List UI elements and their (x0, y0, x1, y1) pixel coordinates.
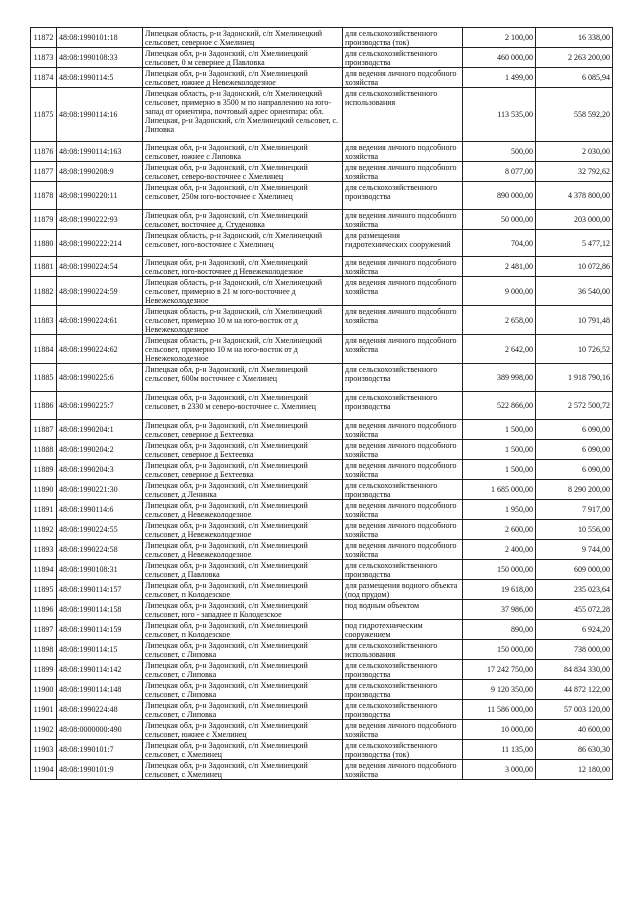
cell-area: 460 000,00 (463, 48, 536, 68)
cell-area: 10 000,00 (463, 720, 536, 740)
cell-addr: Липецкая обл, р-н Задонский, с/п Хмелинецкий сельсовет, восточнее д. Студеновка (143, 210, 343, 230)
cell-num: 11886 (31, 392, 57, 420)
cell-use: для сельскохозяйственного производства (343, 680, 463, 700)
cell-num: 11875 (31, 88, 57, 142)
cell-cad: 48:08:0000000:490 (57, 720, 143, 740)
cell-num: 11895 (31, 580, 57, 600)
cell-cad: 48:08:1990108:31 (57, 560, 143, 580)
cell-use: для сельскохозяйственного производства (343, 700, 463, 720)
cell-addr: Липецкая обл, р-н Задонский, с/п Хмелинецкий сельсовет, с Липовка (143, 660, 343, 680)
cell-area: 9 120 350,00 (463, 680, 536, 700)
cell-num: 11898 (31, 640, 57, 660)
cell-use: для ведения личного подсобного хозяйства (343, 500, 463, 520)
cell-area: 890 000,00 (463, 182, 536, 210)
table-row (31, 640, 613, 660)
cell-area: 2 658,00 (463, 306, 536, 335)
cell-use: для ведения личного подсобного хозяйства (343, 142, 463, 162)
cell-addr: Липецкая обл, р-н Задонский, с/п Хмелинецкий сельсовет, южнее д Невежеколодезное (143, 68, 343, 88)
cell-addr: Липецкая область, р-н Задонский, с/п Хмелинецкий сельсовет, примерно 10 м на юго-восток от д Невежеколодезное (143, 306, 343, 335)
table-row (31, 364, 613, 392)
cell-use: для ведения личного подсобного хозяйства (343, 760, 463, 780)
cell-cost: 203 000,00 (536, 210, 613, 230)
cell-area: 1 685 000,00 (463, 480, 536, 500)
cell-cost: 44 872 122,00 (536, 680, 613, 700)
cell-num: 11899 (31, 660, 57, 680)
cell-cost: 6 090,00 (536, 420, 613, 440)
cell-addr: Липецкая обл, р-н Задонский, с/п Хмелинецкий сельсовет, северное д Бехтеевка (143, 460, 343, 480)
cell-cad: 48:08:1990114:157 (57, 580, 143, 600)
table-row (31, 760, 613, 780)
cell-cad: 48:08:1990220:11 (57, 182, 143, 210)
cell-area: 37 986,00 (463, 600, 536, 620)
table-row (31, 500, 613, 520)
table-row (31, 420, 613, 440)
cell-area: 11 135,00 (463, 740, 536, 760)
cell-num: 11882 (31, 277, 57, 306)
cell-use: для ведения личного подсобного хозяйства (343, 306, 463, 335)
cell-area: 500,00 (463, 142, 536, 162)
cell-cad: 48:08:1990114:159 (57, 620, 143, 640)
table-row (31, 306, 613, 335)
cell-cad: 48:08:1990208:9 (57, 162, 143, 182)
cell-cost: 86 630,30 (536, 740, 613, 760)
cell-addr: Липецкая обл, р-н Задонский, с/п Хмелинецкий сельсовет, южнее с Липовка (143, 142, 343, 162)
cell-cad: 48:08:1990114:142 (57, 660, 143, 680)
cell-addr: Липецкая обл, р-н Задонский, с/п Хмелинецкий сельсовет, юго-восточнее д Невежеколодезное (143, 257, 343, 277)
cell-num: 11874 (31, 68, 57, 88)
cell-cad: 48:08:1990204:1 (57, 420, 143, 440)
cell-cost: 7 917,00 (536, 500, 613, 520)
cell-addr: Липецкая обл, р-н Задонский, с/п Хмелинецкий сельсовет, 0 м севернее д Павловка (143, 48, 343, 68)
table-row (31, 210, 613, 230)
table-row (31, 660, 613, 680)
cell-addr: Липецкая обл, р-н Задонский, с/п Хмелинецкий сельсовет, п Колодезское (143, 580, 343, 600)
table-row (31, 460, 613, 480)
cell-cost: 455 072,28 (536, 600, 613, 620)
cell-cad: 48:08:1990204:2 (57, 440, 143, 460)
cell-cost: 12 180,00 (536, 760, 613, 780)
cell-use: для ведения личного подсобного хозяйства (343, 720, 463, 740)
cell-area: 1 500,00 (463, 440, 536, 460)
cell-num: 11892 (31, 520, 57, 540)
cell-num: 11883 (31, 306, 57, 335)
cell-num: 11885 (31, 364, 57, 392)
land-plots-table (30, 27, 613, 780)
cell-cost: 10 072,86 (536, 257, 613, 277)
cell-cost: 6 090,00 (536, 460, 613, 480)
cell-cad: 48:08:1990108:33 (57, 48, 143, 68)
table-row (31, 392, 613, 420)
cell-area: 11 586 000,00 (463, 700, 536, 720)
cell-num: 11881 (31, 257, 57, 277)
table-row (31, 48, 613, 68)
cell-cad: 48:08:1990101:7 (57, 740, 143, 760)
cell-area: 2 600,00 (463, 520, 536, 540)
cell-use: для сельскохозяйственного использования (343, 88, 463, 142)
cell-use: для сельскохозяйственного использования (343, 640, 463, 660)
table-row (31, 740, 613, 760)
cell-cost: 9 744,00 (536, 540, 613, 560)
cell-area: 9 000,00 (463, 277, 536, 306)
table-row (31, 600, 613, 620)
cell-use: для ведения личного подсобного хозяйства (343, 162, 463, 182)
table-row (31, 230, 613, 257)
table-row (31, 28, 613, 48)
cell-use: для ведения личного подсобного хозяйства (343, 520, 463, 540)
table-row (31, 520, 613, 540)
cell-area: 2 481,00 (463, 257, 536, 277)
cell-num: 11896 (31, 600, 57, 620)
cell-cost: 10 791,48 (536, 306, 613, 335)
cell-cad: 48:08:1990221:30 (57, 480, 143, 500)
cell-area: 1 500,00 (463, 420, 536, 440)
cell-num: 11873 (31, 48, 57, 68)
cell-addr: Липецкая обл, р-н Задонский, с/п Хмелинецкий сельсовет, д Невежеколодезное (143, 520, 343, 540)
cell-use: для ведения личного подсобного хозяйства (343, 420, 463, 440)
cell-addr: Липецкая обл, р-н Задонский, с/п Хмелинецкий сельсовет, 600м восточнее с Хмелинец (143, 364, 343, 392)
cell-use: для ведения личного подсобного хозяйства (343, 540, 463, 560)
cell-use: для сельскохозяйственного производства (ток) (343, 28, 463, 48)
cell-cad: 48:08:1990114:6 (57, 500, 143, 520)
cell-use: для сельскохозяйственного производства (343, 392, 463, 420)
cell-use: для ведения личного подсобного хозяйства (343, 257, 463, 277)
cell-cost: 2 572 500,72 (536, 392, 613, 420)
cell-use: для сельскохозяйственного производства (343, 660, 463, 680)
table-row (31, 257, 613, 277)
table-row (31, 88, 613, 142)
cell-cost: 6 090,00 (536, 440, 613, 460)
cell-cost: 84 834 330,00 (536, 660, 613, 680)
document-page (30, 27, 612, 780)
table-row (31, 680, 613, 700)
cell-cost: 2 263 200,00 (536, 48, 613, 68)
cell-cad: 48:08:1990222:214 (57, 230, 143, 257)
table-row (31, 162, 613, 182)
cell-use: для сельскохозяйственного производства (343, 182, 463, 210)
table-body (31, 28, 613, 780)
cell-cad: 48:08:1990224:61 (57, 306, 143, 335)
cell-use: для ведения личного подсобного хозяйства (343, 460, 463, 480)
cell-area: 150 000,00 (463, 560, 536, 580)
cell-use: под гидротехническим сооружением (343, 620, 463, 640)
cell-area: 1 950,00 (463, 500, 536, 520)
cell-addr: Липецкая обл, р-н Задонский, с/п Хмелинецкий сельсовет, д Павловка (143, 560, 343, 580)
cell-addr: Липецкая обл, р-н Задонский, с/п Хмелинецкий сельсовет, северное д Бехтеевка (143, 440, 343, 460)
cell-cost: 558 592,20 (536, 88, 613, 142)
cell-cost: 32 792,62 (536, 162, 613, 182)
table-row (31, 277, 613, 306)
cell-num: 11897 (31, 620, 57, 640)
cell-area: 1 499,00 (463, 68, 536, 88)
cell-addr: Липецкая обл, р-н Задонский, с/п Хмелинецкий сельсовет, юго - западнее п Колодезское (143, 600, 343, 620)
cell-use: для ведения личного подсобного хозяйства (343, 277, 463, 306)
cell-addr: Липецкая обл, р-н Задонский, с/п Хмелинецкий сельсовет, северо-восточнее с Хмелинец (143, 162, 343, 182)
cell-use: для ведения личного подсобного хозяйства (343, 210, 463, 230)
cell-cad: 48:08:1990225:7 (57, 392, 143, 420)
table-row (31, 580, 613, 600)
cell-cad: 48:08:1990114:163 (57, 142, 143, 162)
table-row (31, 700, 613, 720)
table-row (31, 620, 613, 640)
cell-num: 11887 (31, 420, 57, 440)
cell-area: 2 400,00 (463, 540, 536, 560)
cell-num: 11880 (31, 230, 57, 257)
cell-cost: 36 540,00 (536, 277, 613, 306)
cell-area: 704,00 (463, 230, 536, 257)
cell-cad: 48:08:1990101:9 (57, 760, 143, 780)
cell-cost: 16 338,00 (536, 28, 613, 48)
cell-addr: Липецкая область, р-н Задонский, с/п Хмелинецкий сельсовет, примерно в 3500 м по направлению на юго-запад от ориентира, почтовый адрес ориентира: обл. Липецкая, р-н Задонский, с/п Хмелинецкий сельсовет, с. Липовка (143, 88, 343, 142)
table-row (31, 182, 613, 210)
cell-num: 11889 (31, 460, 57, 480)
cell-cost: 57 003 120,00 (536, 700, 613, 720)
cell-area: 19 618,00 (463, 580, 536, 600)
cell-area: 3 000,00 (463, 760, 536, 780)
cell-area: 113 535,00 (463, 88, 536, 142)
cell-num: 11901 (31, 700, 57, 720)
cell-area: 2 642,00 (463, 335, 536, 364)
cell-cost: 1 918 790,16 (536, 364, 613, 392)
cell-addr: Липецкая обл, р-н Задонский, с/п Хмелинецкий сельсовет, с Липовка (143, 680, 343, 700)
cell-cost: 6 924,20 (536, 620, 613, 640)
table-row (31, 440, 613, 460)
cell-cost: 609 000,00 (536, 560, 613, 580)
cell-area: 150 000,00 (463, 640, 536, 660)
cell-area: 50 000,00 (463, 210, 536, 230)
cell-num: 11877 (31, 162, 57, 182)
cell-area: 8 077,00 (463, 162, 536, 182)
cell-use: для сельскохозяйственного производства (343, 48, 463, 68)
cell-num: 11904 (31, 760, 57, 780)
cell-num: 11903 (31, 740, 57, 760)
cell-use: для сельскохозяйственного производства (343, 560, 463, 580)
cell-cost: 40 600,00 (536, 720, 613, 740)
cell-cad: 48:08:1990224:55 (57, 520, 143, 540)
cell-area: 890,00 (463, 620, 536, 640)
cell-cad: 48:08:1990114:148 (57, 680, 143, 700)
cell-cad: 48:08:1990204:3 (57, 460, 143, 480)
cell-addr: Липецкая обл, р-н Задонский, с/п Хмелинецкий сельсовет, с Хмелинец (143, 740, 343, 760)
cell-num: 11894 (31, 560, 57, 580)
cell-cad: 48:08:1990224:58 (57, 540, 143, 560)
table-row (31, 480, 613, 500)
cell-use: для ведения личного подсобного хозяйства (343, 335, 463, 364)
cell-addr: Липецкая область, р-н Задонский, с/п Хмелинецкий сельсовет, северное с Хмелинец (143, 28, 343, 48)
cell-cad: 48:08:1990114:158 (57, 600, 143, 620)
cell-cad: 48:08:1990224:59 (57, 277, 143, 306)
cell-addr: Липецкая обл, р-н Задонский, с/п Хмелинецкий сельсовет, с Липовка (143, 700, 343, 720)
cell-addr: Липецкая обл, р-н Задонский, с/п Хмелинецкий сельсовет, п Колодезское (143, 620, 343, 640)
cell-cost: 235 023,64 (536, 580, 613, 600)
cell-addr: Липецкая обл, р-н Задонский, с/п Хмелинецкий сельсовет, в 2330 м северо-восточнее с. Хмелинец (143, 392, 343, 420)
cell-cad: 48:08:1990225:6 (57, 364, 143, 392)
cell-num: 11888 (31, 440, 57, 460)
cell-addr: Липецкая область, р-н Задонский, с/п Хмелинецкий сельсовет, примерно в 21 м юго-восточнее д Невежеколодезное (143, 277, 343, 306)
cell-addr: Липецкая обл, р-н Задонский, с/п Хмелинецкий сельсовет, южнее с Хмелинец (143, 720, 343, 740)
cell-addr: Липецкая обл, р-н Задонский, с/п Хмелинецкий сельсовет, д Невежеколодезное (143, 540, 343, 560)
cell-addr: Липецкая обл, р-н Задонский, с/п Хмелинецкий сельсовет, 250м юго-восточнее с Хмелинец (143, 182, 343, 210)
cell-addr: Липецкая обл, р-н Задонский, с/п Хмелинецкий сельсовет, северное д Бехтеевка (143, 420, 343, 440)
cell-cad: 48:08:1990224:54 (57, 257, 143, 277)
cell-num: 11872 (31, 28, 57, 48)
cell-num: 11884 (31, 335, 57, 364)
cell-cost: 10 556,00 (536, 520, 613, 540)
cell-cad: 48:08:1990224:48 (57, 700, 143, 720)
cell-cad: 48:08:1990224:62 (57, 335, 143, 364)
cell-cad: 48:08:1990114:16 (57, 88, 143, 142)
table-row (31, 335, 613, 364)
table-row (31, 560, 613, 580)
cell-use: для ведения личного подсобного хозяйства (343, 440, 463, 460)
cell-use: для сельскохозяйственного производства (ток) (343, 740, 463, 760)
cell-num: 11878 (31, 182, 57, 210)
cell-num: 11890 (31, 480, 57, 500)
cell-use: для размещения водного объекта (под прудом) (343, 580, 463, 600)
cell-num: 11879 (31, 210, 57, 230)
cell-cost: 10 726,52 (536, 335, 613, 364)
cell-addr: Липецкая обл, р-н Задонский, с/п Хмелинецкий сельсовет, с Липовка (143, 640, 343, 660)
cell-num: 11893 (31, 540, 57, 560)
cell-addr: Липецкая обл, р-н Задонский, с/п Хмелинецкий сельсовет, д Невежеколодезное (143, 500, 343, 520)
table-row (31, 720, 613, 740)
cell-num: 11891 (31, 500, 57, 520)
cell-cost: 8 290 200,00 (536, 480, 613, 500)
cell-cost: 4 378 800,00 (536, 182, 613, 210)
cell-num: 11900 (31, 680, 57, 700)
cell-cost: 6 085,94 (536, 68, 613, 88)
cell-addr: Липецкая обл, р-н Задонский, с/п Хмелинецкий сельсовет, д Ленинка (143, 480, 343, 500)
cell-cost: 2 030,00 (536, 142, 613, 162)
cell-area: 389 998,00 (463, 364, 536, 392)
cell-use: для сельскохозяйственного производства (343, 480, 463, 500)
cell-area: 522 866,00 (463, 392, 536, 420)
cell-use: под водным объектом (343, 600, 463, 620)
table-row (31, 540, 613, 560)
cell-num: 11876 (31, 142, 57, 162)
cell-area: 17 242 750,00 (463, 660, 536, 680)
cell-num: 11902 (31, 720, 57, 740)
cell-cost: 738 000,00 (536, 640, 613, 660)
cell-cad: 48:08:1990114:15 (57, 640, 143, 660)
cell-cad: 48:08:1990222:93 (57, 210, 143, 230)
cell-area: 2 100,00 (463, 28, 536, 48)
cell-addr: Липецкая обл, р-н Задонский, с/п Хмелинецкий сельсовет, с Хмелинец (143, 760, 343, 780)
cell-use: для сельскохозяйственного производства (343, 364, 463, 392)
cell-area: 1 500,00 (463, 460, 536, 480)
cell-cad: 48:08:1990101:18 (57, 28, 143, 48)
cell-use: для размещения гидротехнических сооружений (343, 230, 463, 257)
cell-addr: Липецкая область, р-н Задонский, с/п Хмелинецкий сельсовет, примерно 10 м на юго-восток от д Невежеколодезное (143, 335, 343, 364)
table-row (31, 68, 613, 88)
cell-cad: 48:08:1990114:5 (57, 68, 143, 88)
table-row (31, 142, 613, 162)
cell-cost: 5 477,12 (536, 230, 613, 257)
cell-addr: Липецкая область, р-н Задонский, с/п Хмелинецкий сельсовет, юго-восточнее с Хмелинец (143, 230, 343, 257)
cell-use: для ведения личного подсобного хозяйства (343, 68, 463, 88)
